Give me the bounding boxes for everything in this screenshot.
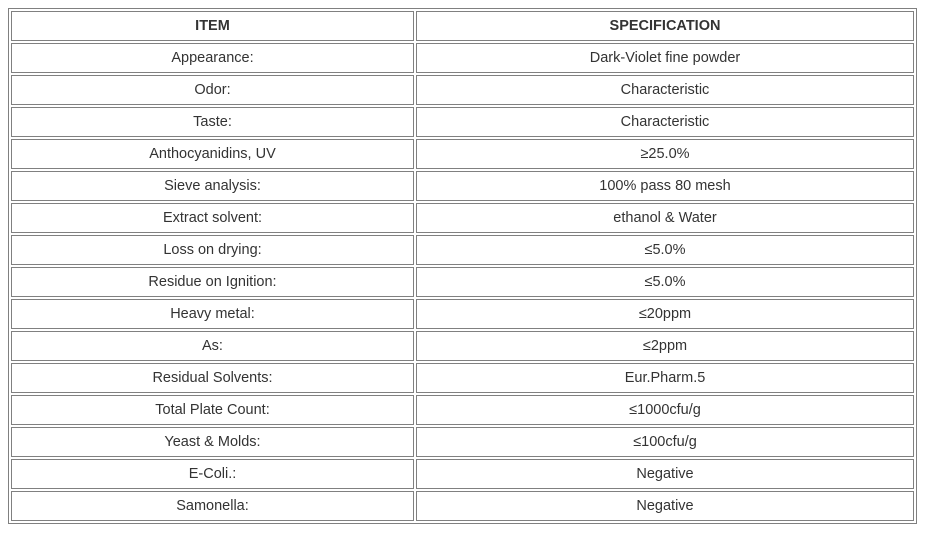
table-row: [11, 427, 914, 457]
spec-cell: ≥25.0%: [416, 139, 914, 169]
item-cell: E-Coli.:: [11, 459, 414, 489]
item-cell: Residual Solvents:: [11, 363, 414, 393]
spec-cell: ≤5.0%: [416, 267, 914, 297]
table-row: [11, 459, 914, 489]
table-row: [11, 395, 914, 425]
item-cell: Residue on Ignition:: [11, 267, 414, 297]
table-header-row: [11, 11, 914, 41]
spec-cell: Dark-Violet fine powder: [416, 43, 914, 73]
item-cell: Taste:: [11, 107, 414, 137]
table-row: [11, 363, 914, 393]
spec-cell: ≤100cfu/g: [416, 427, 914, 457]
spec-cell: Characteristic: [416, 107, 914, 137]
item-cell: Extract solvent:: [11, 203, 414, 233]
spec-cell: Negative: [416, 459, 914, 489]
table-row: [11, 139, 914, 169]
table-row: [11, 75, 914, 105]
spec-cell: ≤20ppm: [416, 299, 914, 329]
header-item: ITEM: [11, 11, 414, 41]
table-row: [11, 171, 914, 201]
spec-cell: ≤2ppm: [416, 331, 914, 361]
specification-table: [8, 8, 917, 524]
item-cell: Total Plate Count:: [11, 395, 414, 425]
table-row: [11, 299, 914, 329]
spec-cell: ≤1000cfu/g: [416, 395, 914, 425]
item-cell: Samonella:: [11, 491, 414, 521]
spec-cell: 100% pass 80 mesh: [416, 171, 914, 201]
table-row: [11, 331, 914, 361]
spec-cell: Characteristic: [416, 75, 914, 105]
spec-cell: Negative: [416, 491, 914, 521]
header-specification: SPECIFICATION: [416, 11, 914, 41]
item-cell: Odor:: [11, 75, 414, 105]
spec-cell: ethanol & Water: [416, 203, 914, 233]
table-row: [11, 107, 914, 137]
table-row: [11, 235, 914, 265]
item-cell: As:: [11, 331, 414, 361]
item-cell: Heavy metal:: [11, 299, 414, 329]
table-row: [11, 491, 914, 521]
item-cell: Anthocyanidins, UV: [11, 139, 414, 169]
table-row: [11, 203, 914, 233]
spec-cell: ≤5.0%: [416, 235, 914, 265]
spec-cell: Eur.Pharm.5: [416, 363, 914, 393]
item-cell: Appearance:: [11, 43, 414, 73]
table-row: [11, 267, 914, 297]
item-cell: Sieve analysis:: [11, 171, 414, 201]
item-cell: Yeast & Molds:: [11, 427, 414, 457]
table-row: [11, 43, 914, 73]
item-cell: Loss on drying:: [11, 235, 414, 265]
